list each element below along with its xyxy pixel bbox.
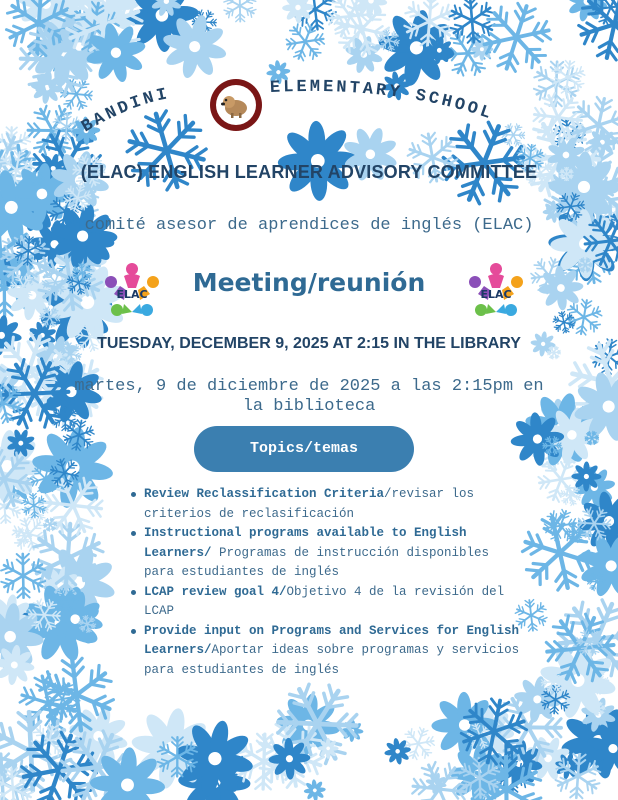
title-english: (ELAC) ENGLISH LEARNER ADVISORY COMMITTEE <box>80 162 538 182</box>
topic-bold: Provide input on Programs and Services for English Learners/ <box>144 623 520 657</box>
topic-text: Objetivo 4 de la revisión del LCAP <box>144 584 505 618</box>
bulldog-logo-icon <box>209 78 263 132</box>
topic-bold: Instructional programs available to English Learners/ <box>144 526 467 560</box>
elac-logo-icon <box>464 260 528 324</box>
elac-logo-text: ELAC <box>116 288 148 301</box>
topic-bold: LCAP review goal 4/ <box>144 584 287 599</box>
topics-list <box>128 485 524 680</box>
topic-bold: Review Reclassification Criteria <box>144 487 385 501</box>
school-name <box>70 70 550 150</box>
meeting-heading: Meeting/reunión <box>192 268 426 297</box>
topic-item <box>144 485 524 524</box>
topic-text: Aportar ideas sobre programas y servicios para estudiantes de inglés <box>144 643 520 677</box>
date-spanish: martes, 9 de diciembre de 2025 a las 2:15pm en la biblioteca <box>74 377 544 416</box>
elac-logo-icon <box>100 260 164 324</box>
topic-item <box>144 583 524 622</box>
title-spanish: comité asesor de aprendices de inglés (ELAC) <box>84 216 534 235</box>
elac-logo-text: ELAC <box>480 288 512 301</box>
topic-item <box>144 524 524 583</box>
school-name-right: ELEMENTARY SCHOOL <box>269 77 496 125</box>
date-english: TUESDAY, DECEMBER 9, 2025 AT 2:15 IN THE LIBRARY <box>97 335 521 352</box>
topics-button[interactable]: Topics/temas <box>194 426 414 472</box>
topic-item <box>144 622 524 681</box>
school-name-left: BANDINI <box>78 84 172 138</box>
topic-text: Programas de instrucción disponibles para estudiantes de inglés <box>144 545 490 579</box>
topic-text: /revisar los criterios de reclasificación <box>144 487 475 521</box>
